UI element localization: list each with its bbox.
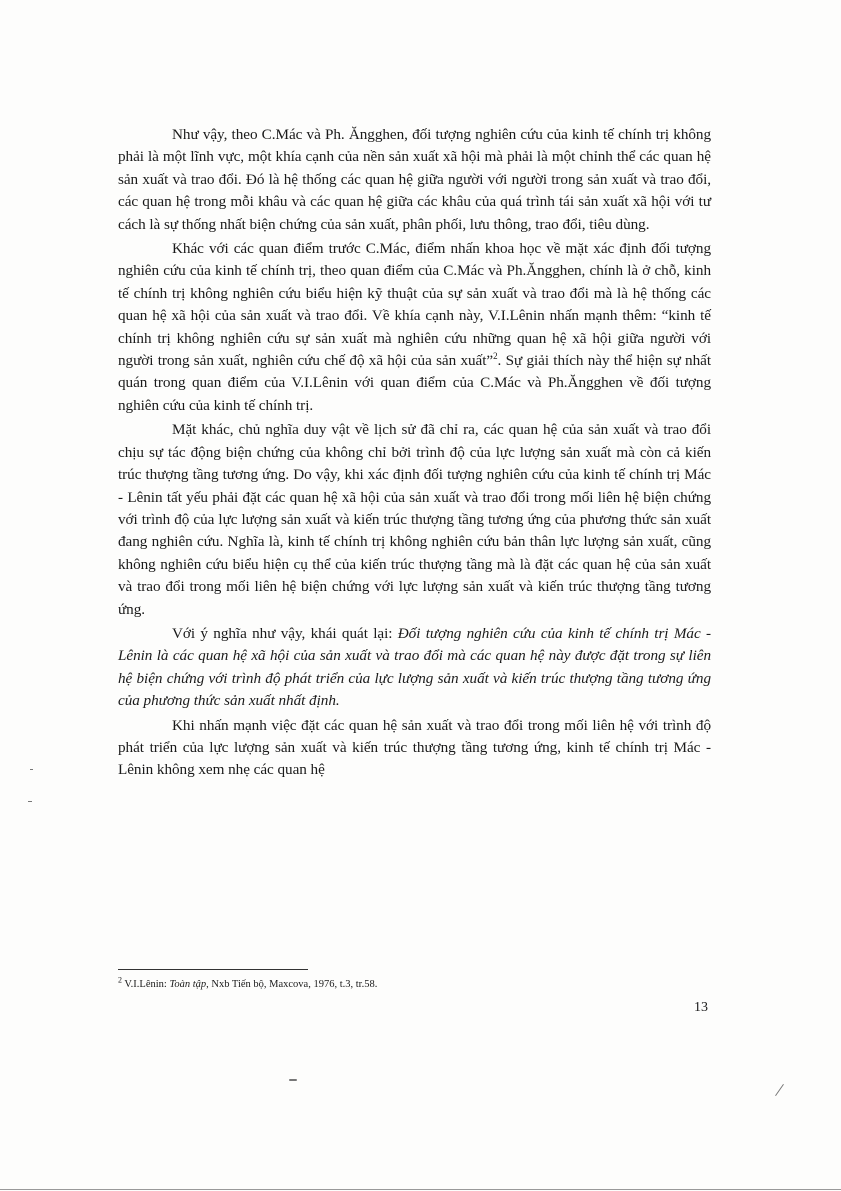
scan-speck [289, 1079, 297, 1081]
footnote-title: Toàn tập [169, 979, 207, 990]
paragraph-3: Mặt khác, chủ nghĩa duy vật về lịch sử đã chỉ ra, các quan hệ của sản xuất và trao đổi chịu sự tác động biện chứng của không chỉ bởi trình độ của lực lượng sản xuất mà còn cả kiến trúc thượng tầng tương ứng. Do vậy, khi xác định đối tượng nghiên cứu của kinh tế chính trị Mác - Lênin tất yếu phải đặt các quan hệ xã hội của sản xuất và trao đổi trong mối liên hệ biện chứng với trình độ của lực lượng sản xuất và kiến trúc thượng tầng tương ứng của phương thức sản xuất đang nghiên cứu. Nghĩa là, kinh tế chính trị không nghiên cứu bản thân lực lượng sản xuất, cũng không nghiên cứu biểu hiện cụ thể của kiến trúc thượng tầng mà là đặt các quan hệ của sản xuất và trao đổi trong mối liên hệ biện chứng với lực lượng sản xuất và kiến trúc thượng tầng tương ứng. [118, 421, 711, 618]
paragraph-1: Như vậy, theo C.Mác và Ph. Ăngghen, đối tượng nghiên cứu của kinh tế chính trị không phải là một lĩnh vực, một khía cạnh của nền sản xuất xã hội mà phải là một chỉnh thể các quan hệ sản xuất và trao đổi. Đó là hệ thống các quan hệ giữa người với người trong sản xuất và trao đổi, các quan hệ trong mỗi khâu và các quan hệ giữa các khâu của quá trình tái sản xuất xã hội với tư cách là sự thống nhất biện chứng của sản xuất, phân phối, lưu thông, trao đổi, tiêu dùng. [118, 126, 711, 233]
paragraph-2-text: Khác với các quan điểm trước C.Mác, điểm nhấn khoa học về mặt xác định đối tượng nghiên cứu của kinh tế chính trị, theo quan điểm của C.Mác và Ph.Ăngghen, chính là ở chỗ, kinh tế chính trị không nghiên cứu biểu hiện kỹ thuật của sự sản xuất và trao đổi mà là hệ thống các quan hệ xã hội của sản xuất và trao đổi. Về khía cạnh này, V.I.Lênin nhấn mạnh thêm: “kinh tế chính trị không nghiên cứu sự sản xuất mà nghiên cứu những quan hệ xã hội giữa người với người trong sản xuất, nghiên cứu chế độ xã hội của sản xuất” [118, 240, 711, 370]
footnote-marker: 2 [118, 975, 122, 985]
footnote [118, 975, 711, 992]
definition-italic: Đối tượng nghiên cứu của kinh tế chính trị Mác - Lênin là các quan hệ xã hội của sản xuất và trao đổi mà các quan hệ này được đặt trong sự liên hệ biện chứng với trình độ phát triển của lực lượng sản xuất và kiến trúc thượng tầng tương ứng của phương thức sản xuất nhất định. [118, 624, 712, 710]
body-text [118, 124, 711, 782]
paragraph-5: Khi nhấn mạnh việc đặt các quan hệ sản xuất và trao đổi trong mối liên hệ với trình độ phát triển của lực lượng sản xuất và kiến trúc thượng tầng tương ứng, kinh tế chính trị Mác - Lênin không xem nhẹ các quan hệ [118, 716, 711, 779]
paragraph-4 [118, 623, 711, 713]
scan-speck [28, 801, 32, 802]
scan-speck [30, 769, 33, 770]
footnote-author: V.I.Lênin: [122, 979, 170, 990]
paragraph-2 [118, 238, 711, 417]
paragraph-4-lead: Với ý nghĩa như vậy, khái quát lại: [172, 624, 398, 642]
scan-edge-line [0, 1189, 841, 1190]
page-number: 13 [694, 1000, 708, 1015]
footnote-reference: 2 [493, 351, 498, 361]
footnote-divider [118, 969, 308, 970]
scan-speck [775, 1084, 784, 1096]
footnote-rest: , Nxb Tiến bộ, Maxcova, 1976, t.3, tr.58. [206, 979, 378, 990]
paragraph-2-tail: . Sự giải thích này thể hiện sự nhất quán trong quan điểm của V.I.Lênin với quan điểm của C.Mác và Ph.Ăngghen về đối tượng nghiên cứu của kinh tế chính trị. [118, 352, 711, 414]
